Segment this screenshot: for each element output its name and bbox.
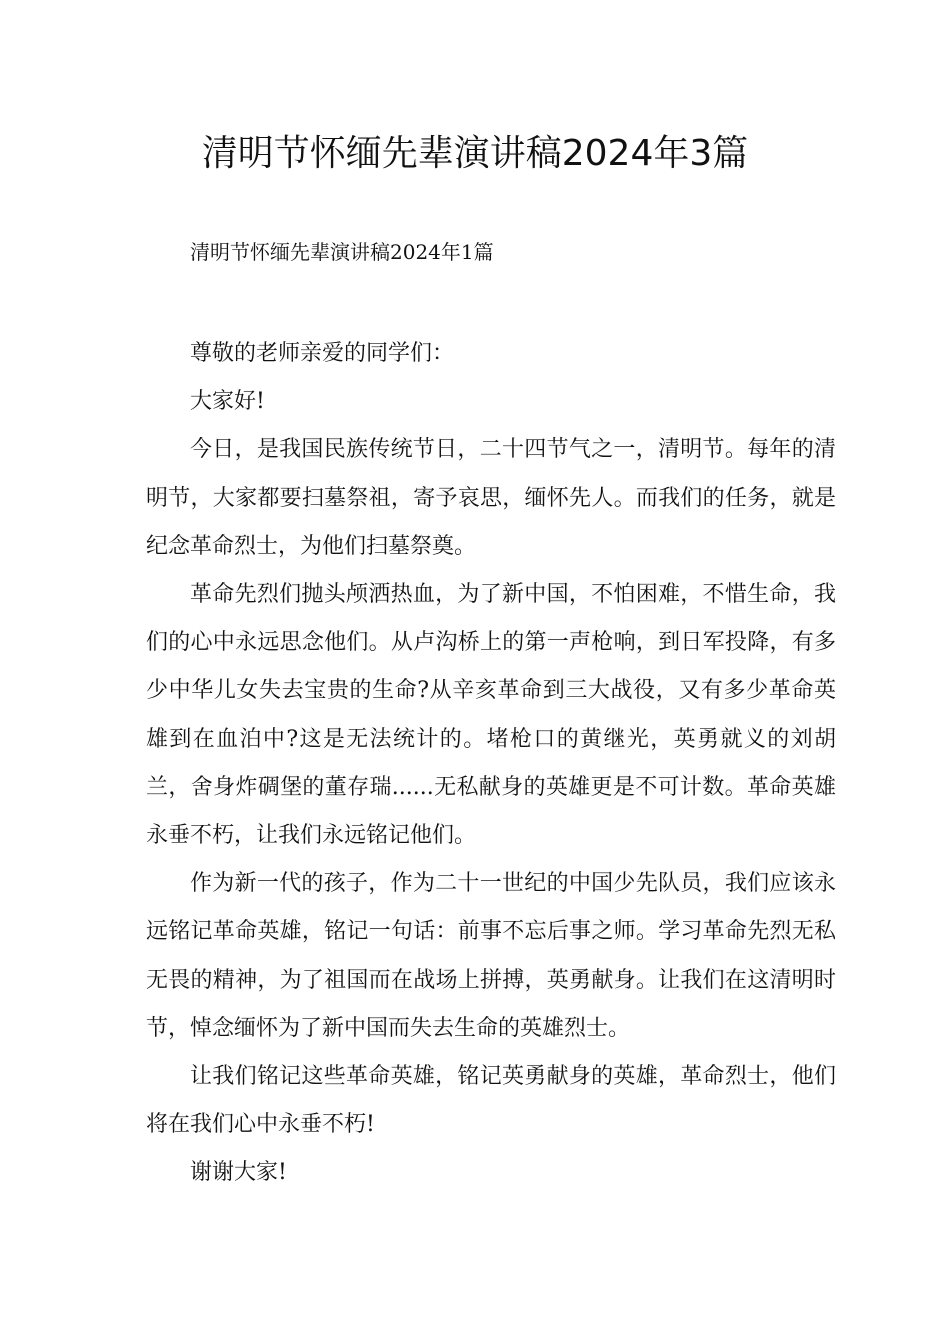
body-paragraph: 让我们铭记这些革命英雄，铭记英勇献身的英雄，革命烈士，他们将在我们心中永垂不朽! xyxy=(146,1064,836,1138)
document-body xyxy=(146,330,836,1198)
section-subtitle: 清明节怀缅先辈演讲稿2024年1篇 xyxy=(190,240,494,264)
greeting: 大家好! xyxy=(190,389,265,415)
body-paragraph: 今日，是我国民族传统节日，二十四节气之一，清明节。每年的清明节，大家都要扫墓祭祖，寄予哀思，缅怀先人。而我们的任务，就是纪念革命烈士，为他们扫墓祭奠。 xyxy=(146,437,836,559)
salutation: 尊敬的老师亲爱的同学们： xyxy=(190,341,455,366)
body-paragraph: 作为新一代的孩子，作为二十一世纪的中国少先队员，我们应该永远铭记革命英雄，铭记一句话：前事不忘后事之师。学习革命先烈无私无畏的精神，为了祖国而在战场上拼搏，英勇献身。让我们在这清明时节，悼念缅怀为了新中国而失去生命的英雄烈士。 xyxy=(146,871,836,1041)
document-title: 清明节怀缅先辈演讲稿2024年3篇 xyxy=(201,133,749,174)
body-paragraph: 革命先烈们抛头颅洒热血，为了新中国，不怕困难，不惜生命，我们的心中永远思念他们。从卢沟桥上的第一声枪响，到日军投降，有多少中华儿女失去宝贵的生命?从辛亥革命到三大战役，又有多少革命英雄到在血泊中?这是无法统计的。堵枪口的黄继光，英勇就义的刘胡兰，舍身炸碉堡的董存瑞......无私献身的英雄更是不可计数。革命英雄永垂不朽，让我们永远铭记他们。 xyxy=(146,582,836,849)
closing: 谢谢大家! xyxy=(190,1160,287,1186)
